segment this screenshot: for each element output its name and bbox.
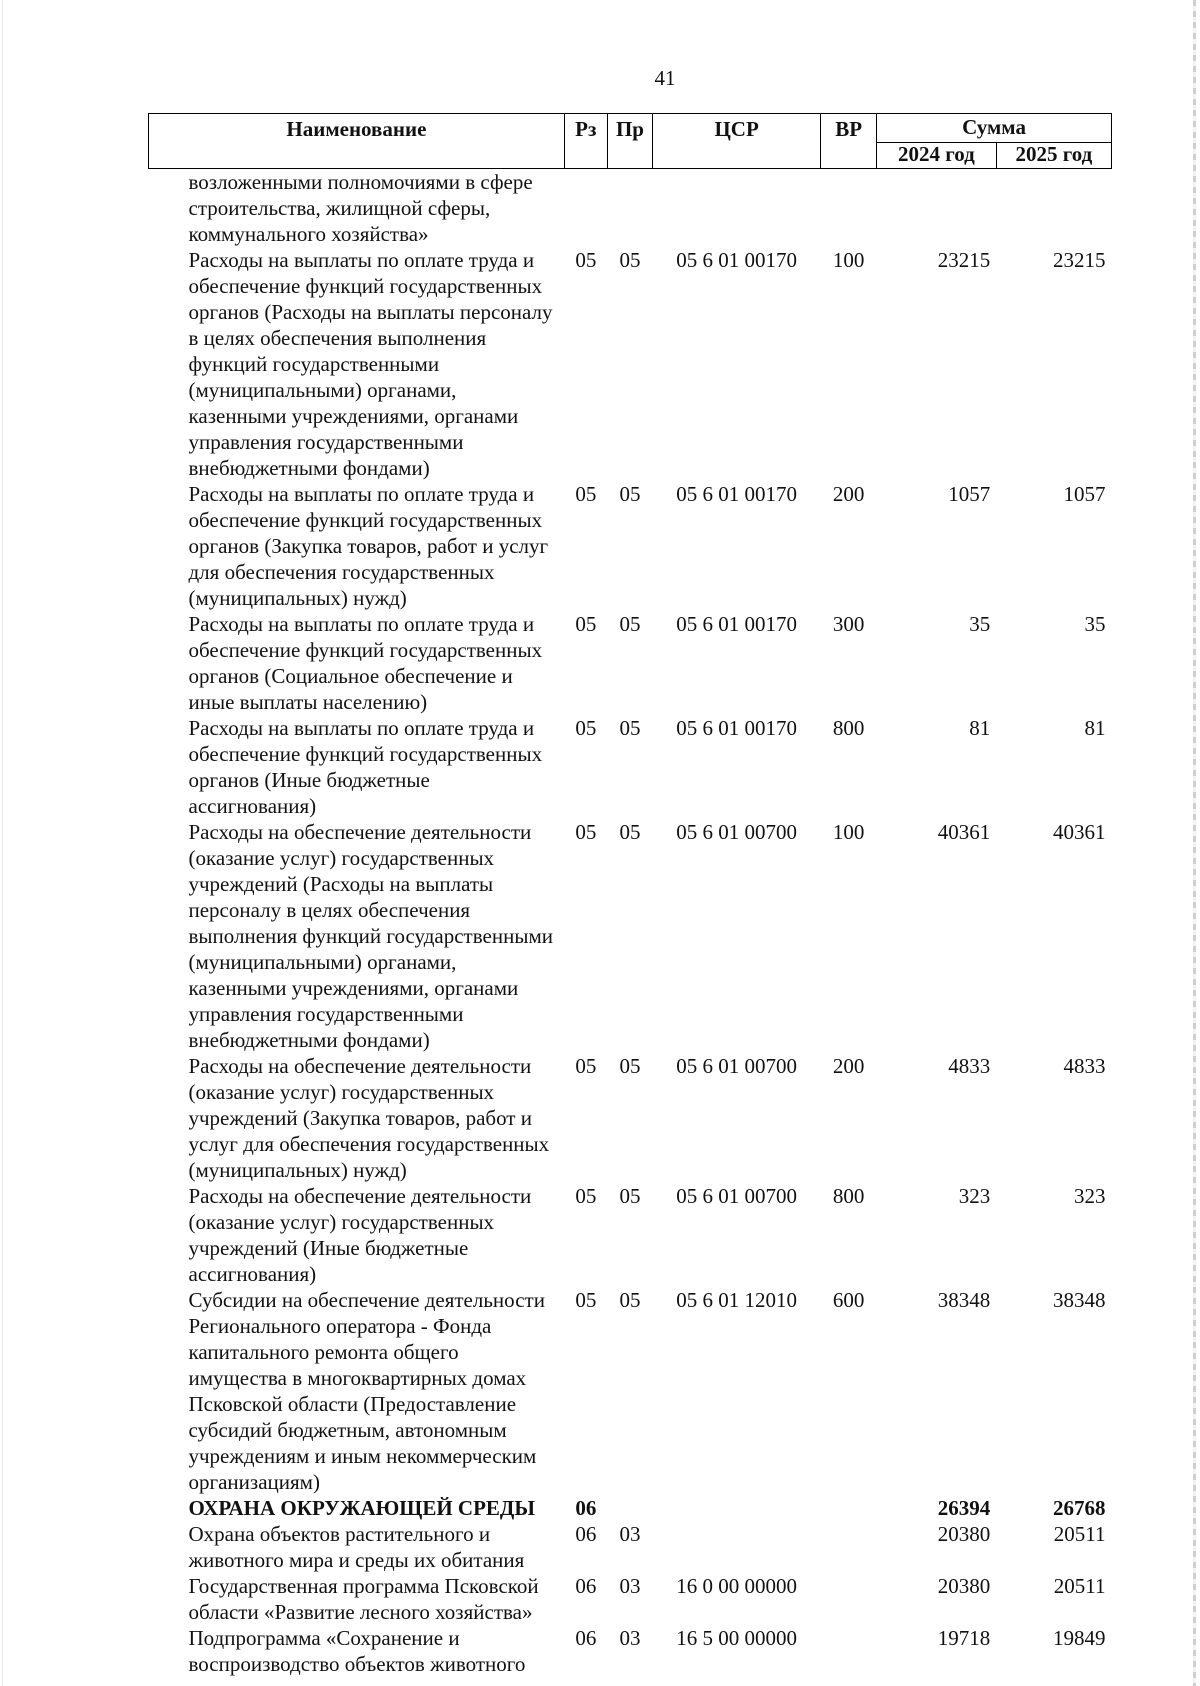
row-sum-2025: 23215 [1053,248,1106,272]
scan-left-edge [2,0,3,1686]
row-vr [821,1495,877,1521]
row-name: возложенными полномочиями в сфере строительства, жилищной сферы, коммунального хозяйства» [188,170,533,246]
table-row [149,169,1112,248]
row-vr [821,1573,877,1625]
header-sum: Сумма [877,114,1112,143]
row-vr: 200 [832,1054,865,1078]
row-sum-2024: 35 [969,612,991,636]
row-vr: 100 [832,820,865,844]
row-pr: 05 [619,248,641,272]
row-pr: 05 [619,612,641,636]
row-csr: 05 6 01 00170 [676,248,797,272]
row-sum-2024: 1057 [948,482,991,506]
row-sum-2025: 26768 [1053,1496,1106,1520]
row-rz: 05 [575,1288,597,1312]
row-name: Расходы на выплаты по оплате труда и обеспечение функций государственных органов (Иные бюджетные ассигнования) [188,716,543,818]
row-csr: 05 6 01 00700 [676,820,797,844]
row-vr: 800 [832,716,865,740]
row-csr: 16 5 00 00000 [676,1626,797,1650]
row-csr [653,169,821,248]
row-rz: 05 [575,1054,597,1078]
row-sum-2025 [996,169,1111,248]
table-row [149,247,1112,481]
row-vr [821,169,877,248]
row-csr: 05 6 01 00700 [676,1184,797,1208]
row-name: ОХРАНА ОКРУЖАЮЩЕЙ СРЕДЫ [188,1496,535,1520]
row-rz: 05 [575,482,597,506]
row-sum-2025: 40361 [1053,820,1106,844]
table-row [149,1495,1112,1521]
header-vr: ВР [821,114,877,169]
row-vr: 200 [832,482,865,506]
row-csr: 05 6 01 00170 [676,716,797,740]
header-pr: Пр [607,114,652,169]
budget-table [148,113,1112,1677]
row-pr: 05 [619,1288,641,1312]
row-csr: 05 6 01 00700 [676,1054,797,1078]
row-sum-2024: 26394 [937,1496,991,1520]
row-pr: 05 [619,820,641,844]
row-vr: 800 [832,1184,865,1208]
row-rz: 05 [575,248,597,272]
row-rz: 05 [575,612,597,636]
table-row [149,715,1112,819]
row-rz: 06 [575,1626,597,1650]
row-pr: 03 [619,1574,641,1598]
row-pr: 05 [619,1054,641,1078]
row-sum-2025: 4833 [1063,1054,1106,1078]
row-name: Субсидии на обеспечение деятельности Регионального оператора - Фонда капитального ремонта общего имущества в многоквартирных домах Псковской области (Предоставление субсидий бюджетным, автономным учреждениям и иным некоммерческим организациям) [188,1288,545,1494]
row-sum-2024: 81 [969,716,991,740]
row-name: Расходы на выплаты по оплате труда и обеспечение функций государственных органов (Закупка товаров, работ и услуг для обеспечения государственных (муниципальных) нужд) [188,482,549,610]
table-row [149,1183,1112,1287]
row-sum-2024: 20380 [937,1574,991,1598]
row-sum-2024: 40361 [937,820,991,844]
row-pr: 03 [619,1626,641,1650]
row-csr: 05 6 01 12010 [676,1288,797,1312]
page-number: 41 [654,66,676,90]
row-sum-2024: 323 [958,1184,991,1208]
row-pr [607,1495,652,1521]
row-name: Расходы на выплаты по оплате труда и обеспечение функций государственных органов (Расходы на выплаты персоналу в целях обеспечения выполнения функций государственными (муниципальными) органами, казенными учреждениями, органами управления государственными внебюджетными фондами) [188,248,553,480]
row-rz: 06 [575,1574,597,1598]
table-row [149,1287,1112,1495]
table-body [149,169,1112,1678]
row-sum-2024: 38348 [937,1288,991,1312]
row-name: Расходы на обеспечение деятельности (оказание услуг) государственных учреждений (Иные бюджетные ассигнования) [188,1184,532,1286]
row-sum-2025: 35 [1084,612,1106,636]
row-sum-2025: 19849 [1053,1626,1106,1650]
row-csr [653,1495,821,1521]
header-csr: ЦСР [653,114,821,169]
table-row [149,1625,1112,1677]
header-rz: Рз [564,114,607,169]
row-rz: 05 [575,1184,597,1208]
row-rz: 05 [575,716,597,740]
row-rz [564,169,607,248]
row-vr: 600 [832,1288,865,1312]
row-rz: 05 [575,820,597,844]
row-sum-2025: 81 [1084,716,1106,740]
table-row [149,1053,1112,1183]
row-vr [821,1625,877,1677]
scan-right-edge [1193,0,1196,1686]
row-pr: 05 [619,482,641,506]
row-sum-2024: 23215 [937,248,991,272]
row-rz: 06 [575,1496,597,1520]
row-sum-2025: 20511 [1053,1574,1106,1598]
table-row [149,481,1112,611]
row-name: Расходы на выплаты по оплате труда и обеспечение функций государственных органов (Социальное обеспечение и иные выплаты населению) [188,612,543,714]
row-name: Охрана объектов растительного и животного мира и среды их обитания [188,1522,525,1572]
row-sum-2025: 38348 [1053,1288,1106,1312]
row-csr: 05 6 01 00170 [676,612,797,636]
row-sum-2024: 20380 [937,1522,991,1546]
header-name: Наименование [149,114,565,169]
row-name: Расходы на обеспечение деятельности (оказание услуг) государственных учреждений (Расходы на выплаты персоналу в целях обеспечения выполнения функций государственными (муниципальными) органами, казенными учреждениями, органами управления государственными внебюджетными фондами) [188,820,553,1052]
header-2025: 2025 год [996,142,1111,168]
row-sum-2024: 19718 [937,1626,991,1650]
table-row [149,1573,1112,1625]
row-csr: 16 0 00 00000 [676,1574,797,1598]
table-row [149,819,1112,1053]
row-csr [653,1521,821,1573]
row-name: Расходы на обеспечение деятельности (оказание услуг) государственных учреждений (Закупка товаров, работ и услуг для обеспечения государственных (муниципальных) нужд) [188,1054,550,1182]
table-row [149,1521,1112,1573]
row-pr [607,169,652,248]
row-rz: 06 [575,1522,597,1546]
row-name: Подпрограмма «Сохранение и воспроизводство объектов животного [188,1626,526,1676]
row-pr: 03 [619,1522,641,1546]
table-row [149,611,1112,715]
row-pr: 05 [619,1184,641,1208]
row-vr: 100 [832,248,865,272]
row-vr [821,1521,877,1573]
row-sum-2025: 323 [1074,1184,1106,1208]
row-csr: 05 6 01 00170 [676,482,797,506]
row-sum-2025: 1057 [1063,482,1106,506]
row-vr: 300 [832,612,865,636]
row-sum-2024: 4833 [948,1054,991,1078]
row-sum-2025: 20511 [1053,1522,1106,1546]
header-2024: 2024 год [877,142,997,168]
row-name: Государственная программа Псковской области «Развитие лесного хозяйства» [188,1574,539,1624]
row-pr: 05 [619,716,641,740]
row-sum-2024 [877,169,997,248]
